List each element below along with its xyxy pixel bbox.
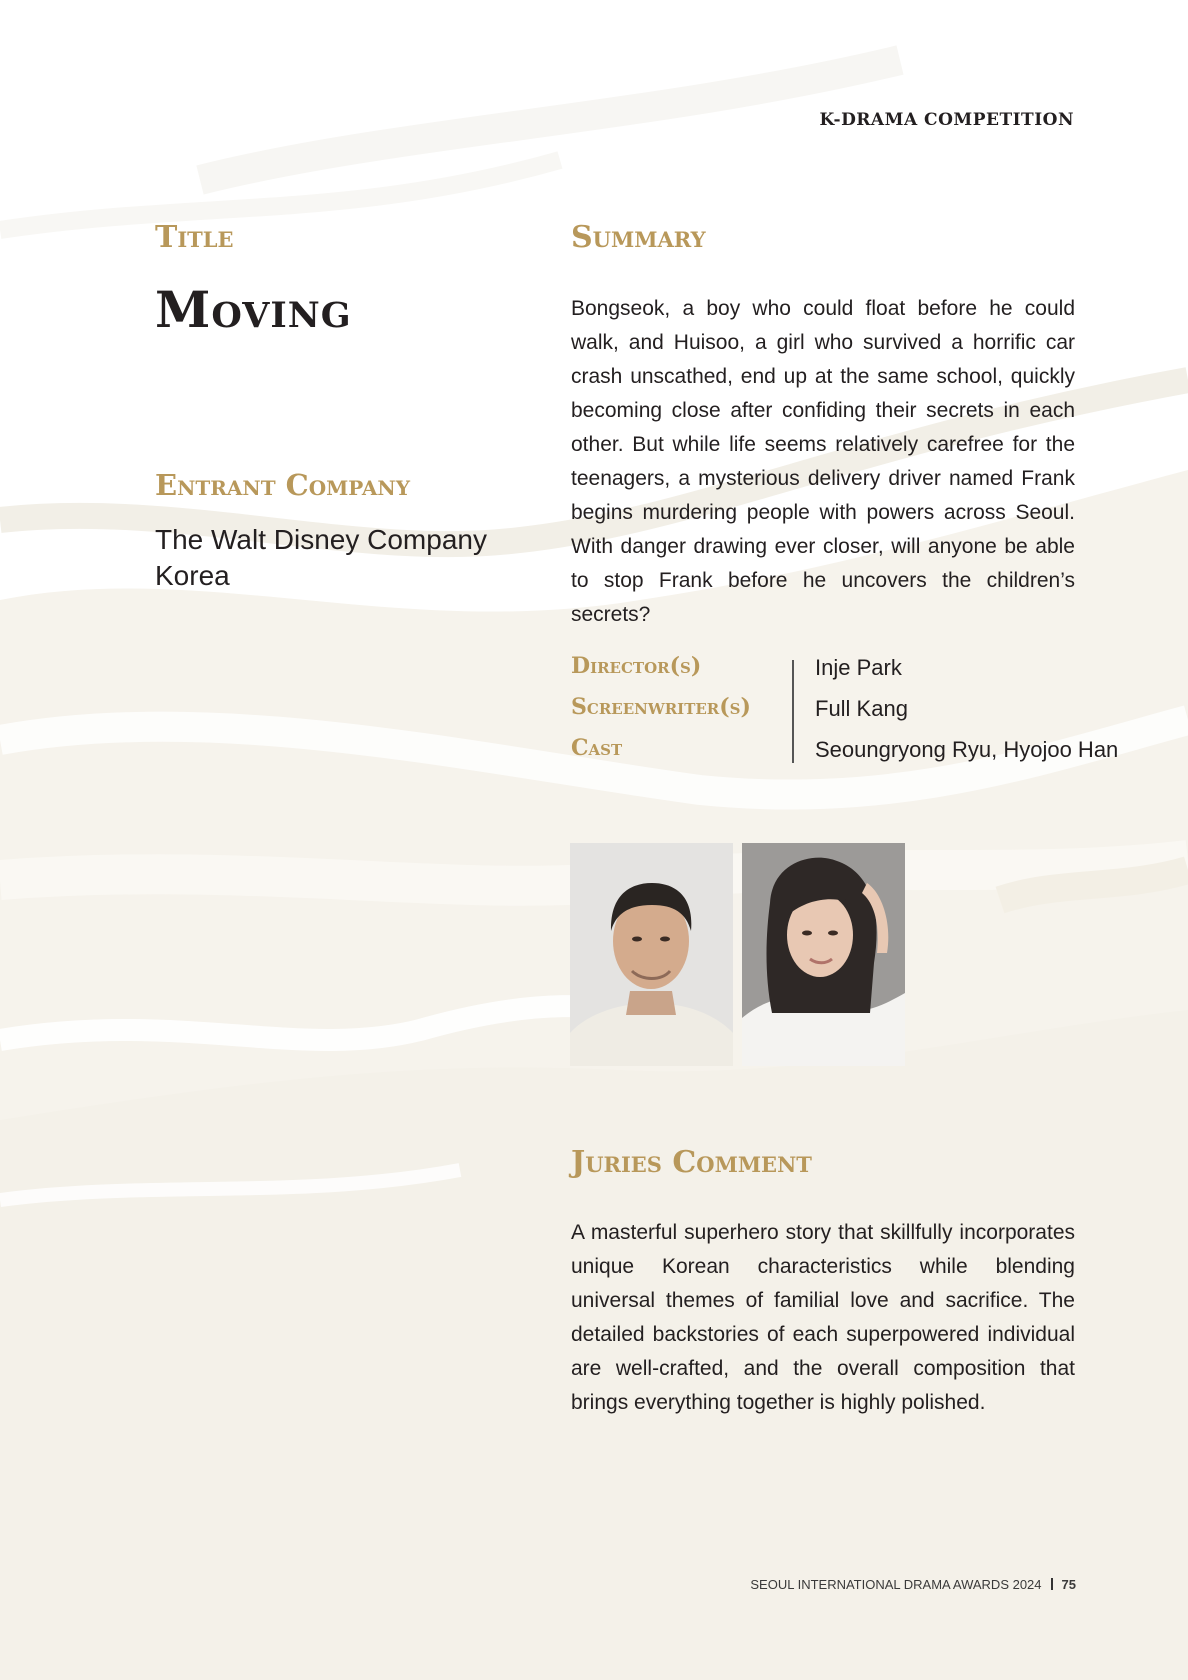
screenwriter-label: Screenwriter(s) [571, 694, 751, 720]
cast-value: Seoungryong Ryu, Hyojoo Han [815, 737, 1119, 762]
summary-label: Summary [571, 220, 706, 255]
page-number: 75 [1061, 1577, 1076, 1592]
title-label: Title [155, 220, 234, 255]
footer-separator [1051, 1578, 1053, 1590]
drama-title: Moving [155, 280, 352, 339]
juries-comment-label: Juries Comment [571, 1145, 812, 1180]
summary-text: Bongseok, a boy who could float before he could walk, and Huisoo, a girl who survived a horrific car crash unscathed, end up at the same school, quickly becoming close after confiding their secrets in each other. But while life seems relatively carefree for the teenagers, a mysterious delivery driver named Frank begins murdering people with powers across Seoul. With danger drawing ever closer, will anyone be able to stop Frank before he uncovers the children’s secrets? [571, 297, 1075, 626]
entrant-company-value: The Walt Disney Company Korea [155, 524, 487, 591]
credits-divider [792, 660, 794, 763]
portrait-photo-icon [570, 843, 733, 1066]
cast-photo-1 [570, 843, 733, 1066]
page-footer [750, 1577, 1076, 1592]
category-header: K-DRAMA COMPETITION [819, 110, 1074, 130]
screenwriter-value: Full Kang [815, 696, 908, 721]
director-value: Inje Park [815, 655, 902, 680]
cast-label: Cast [571, 735, 623, 761]
portrait-photo-icon [742, 843, 905, 1066]
director-label: Director(s) [571, 653, 702, 679]
publication-name: SEOUL INTERNATIONAL DRAMA AWARDS 2024 [750, 1577, 1042, 1592]
juries-comment-text: A masterful superhero story that skillfully incorporates unique Korean characteristics while blending universal themes of familial love and sacrifice. The detailed backstories of each superpowered individual are well-crafted, and the overall composition that brings everything together is highly polished. [571, 1221, 1075, 1414]
entrant-company-label: Entrant Company [155, 468, 410, 502]
cast-photo-2 [742, 843, 905, 1066]
